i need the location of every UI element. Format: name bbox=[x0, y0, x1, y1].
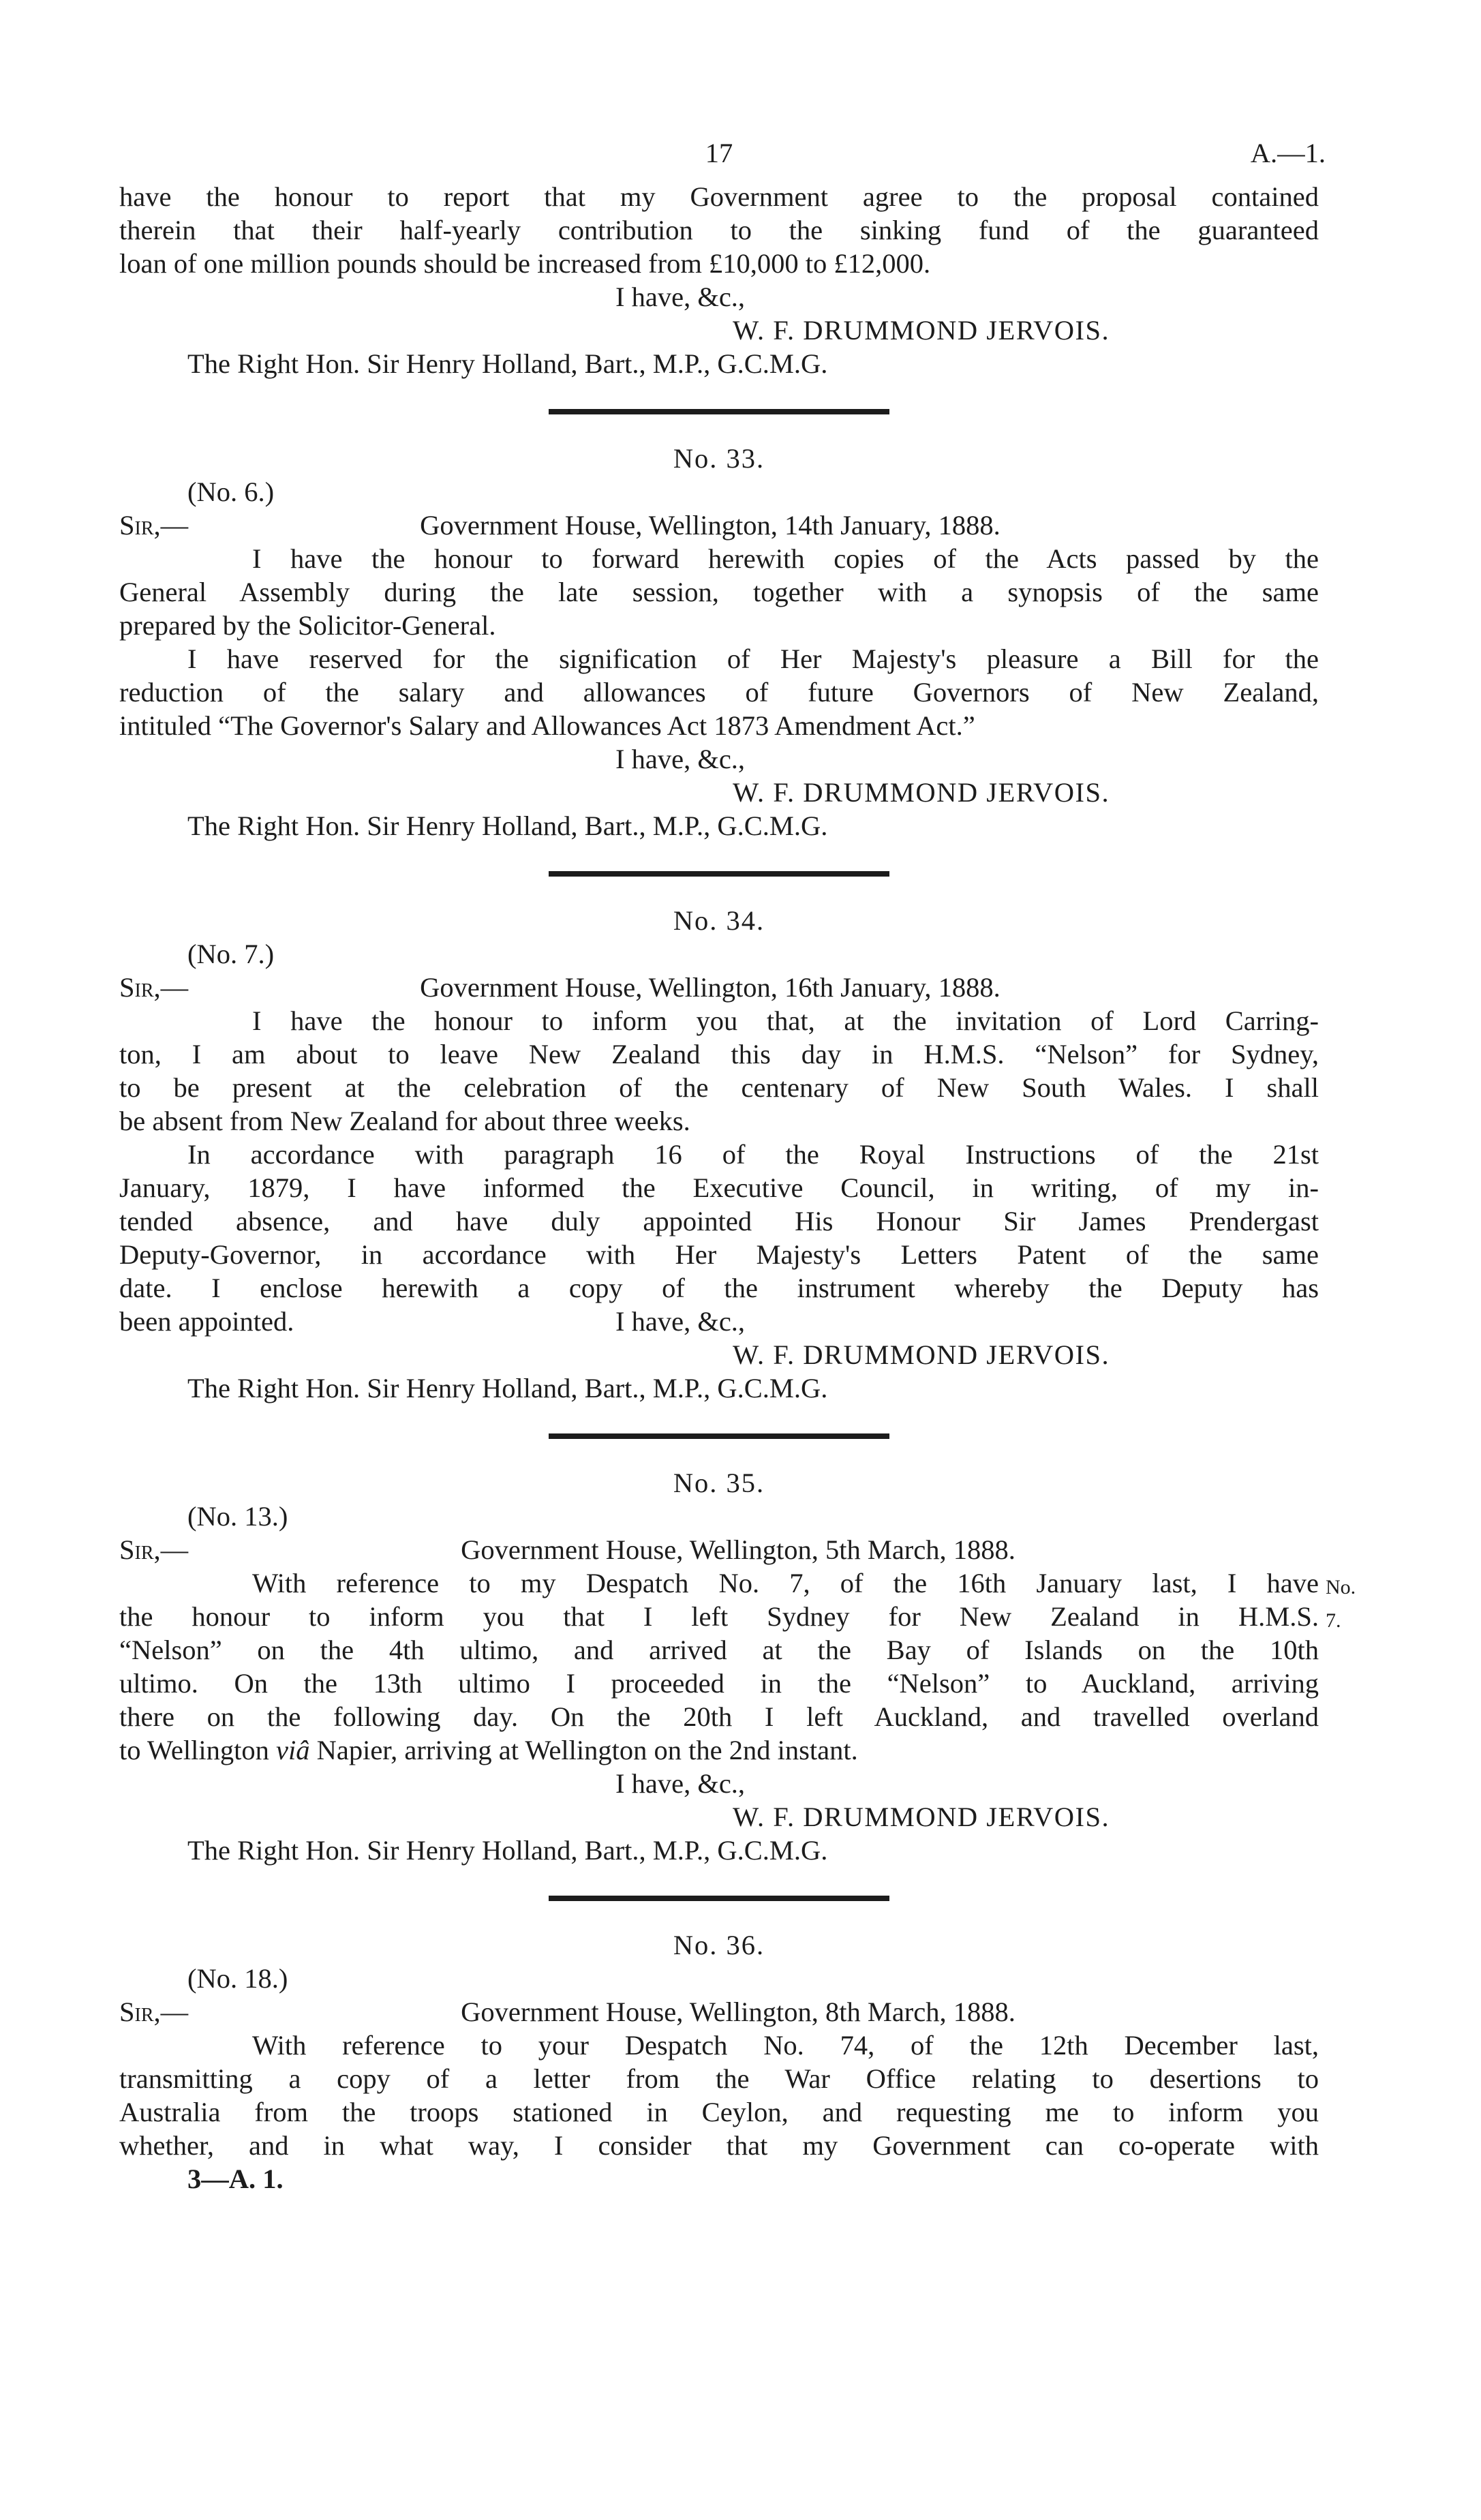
despatch-ref: (No. 6.) bbox=[187, 476, 275, 507]
place-date: Government House, Wellington, 5th March, 1888. bbox=[461, 1534, 1016, 1565]
document-reference: A.—1. bbox=[1250, 138, 1326, 168]
body-line: I have reserved for the signification of Her Majesty's pleasure a Bill for the bbox=[187, 643, 1319, 674]
despatch-ref: (No. 7.) bbox=[187, 939, 275, 969]
section-divider bbox=[549, 1433, 889, 1439]
body-line: loan of one million pounds should be increased from £10,000 to £12,000. bbox=[119, 248, 931, 279]
place-date: Government House, Wellington, 8th March, 1888. bbox=[461, 1997, 1016, 2027]
closing: I have, &c., bbox=[615, 1768, 746, 1799]
section-divider bbox=[549, 1896, 889, 1901]
salutation-line bbox=[119, 1533, 1319, 1566]
paragraph bbox=[119, 1566, 1356, 1767]
section-divider bbox=[549, 409, 889, 414]
place-date: Government House, Wellington, 16th January, 1888. bbox=[420, 972, 1001, 1003]
body-line: tended absence, and have duly appointed His Honour Sir James Prendergast bbox=[119, 1206, 1319, 1236]
salutation-line bbox=[119, 971, 1319, 1004]
body-line: to be present at the celebration of the centenary of New South Wales. I shall bbox=[119, 1072, 1319, 1103]
despatch-number: No. 34. bbox=[673, 905, 765, 936]
body-line: With reference to my Despatch No. 7, of the 16th January last, I have bbox=[252, 1568, 1319, 1598]
salutation: Sir,— bbox=[119, 510, 189, 541]
signature: W. F. DRUMMOND JERVOIS. bbox=[733, 315, 1110, 346]
body-line: whether, and in what way, I consider that my Government can co-operate with bbox=[119, 2130, 1319, 2161]
despatch-continuation bbox=[119, 180, 1319, 380]
closing: I have, &c., bbox=[615, 1306, 746, 1337]
body-line: Deputy-Governor, in accordance with Her Majesty's Letters Patent of the same bbox=[119, 1239, 1319, 1270]
place-date: Government House, Wellington, 14th January, 1888. bbox=[420, 510, 1001, 541]
signature: W. F. DRUMMOND JERVOIS. bbox=[733, 777, 1110, 808]
body-line: date. I enclose herewith a copy of the instrument whereby the Deputy has bbox=[119, 1273, 1319, 1303]
body-line: have the honour to report that my Government agree to the proposal contained bbox=[119, 181, 1319, 212]
body-line: General Assembly during the late session, together with a synopsis of the same bbox=[119, 577, 1319, 607]
body-line: be absent from New Zealand for about three weeks. bbox=[119, 1106, 690, 1136]
body-line: reduction of the salary and allowances of future Governors of New Zealand, bbox=[119, 677, 1319, 708]
salutation: Sir,— bbox=[119, 972, 189, 1003]
body-line: therein that their half-yearly contribution to the sinking fund of the guaranteed bbox=[119, 215, 1319, 245]
addressee: The Right Hon. Sir Henry Holland, Bart., M.P., G.C.M.G. bbox=[187, 1373, 828, 1403]
despatch-ref: (No. 18.) bbox=[187, 1963, 288, 1994]
body-line bbox=[119, 1733, 1319, 1767]
signature: W. F. DRUMMOND JERVOIS. bbox=[733, 1339, 1110, 1370]
salutation-line bbox=[119, 508, 1319, 542]
despatch-no-34 bbox=[119, 904, 1319, 1405]
closing: I have, &c., bbox=[615, 744, 746, 774]
body-line: intituled “The Governor's Salary and Allowances Act 1873 Amendment Act.” bbox=[119, 710, 975, 741]
body-line: ultimo. On the 13th ultimo I proceeded in the “Nelson” to Auckland, arriving bbox=[119, 1668, 1319, 1699]
salutation: Sir,— bbox=[119, 1997, 189, 2027]
text-run: to Wellington bbox=[119, 1735, 269, 1765]
despatch-no-35 bbox=[119, 1466, 1356, 1867]
despatch-no-33 bbox=[119, 442, 1319, 842]
margin-note: No. 7. bbox=[1326, 1576, 1356, 1632]
salutation-line bbox=[119, 1995, 1319, 2029]
body-line: been appointed. bbox=[119, 1306, 294, 1337]
addressee: The Right Hon. Sir Henry Holland, Bart., M.P., G.C.M.G. bbox=[187, 1835, 828, 1866]
page-number: 17 bbox=[705, 138, 733, 168]
body-line: I have the honour to forward herewith copies of the Acts passed by the bbox=[252, 543, 1319, 574]
body-line: In accordance with paragraph 16 of the Royal Instructions of the 21st bbox=[187, 1139, 1319, 1170]
addressee: The Right Hon. Sir Henry Holland, Bart., M.P., G.C.M.G. bbox=[187, 810, 828, 841]
signature: W. F. DRUMMOND JERVOIS. bbox=[733, 1802, 1110, 1832]
body-line: transmitting a copy of a letter from the War Office relating to desertions to bbox=[119, 2063, 1319, 2094]
despatch-number: No. 35. bbox=[673, 1468, 765, 1498]
body-line: there on the following day. On the 20th I left Auckland, and travelled overland bbox=[119, 1701, 1319, 1732]
body-line: “Nelson” on the 4th ultimo, and arrived at the Bay of Islands on the 10th bbox=[119, 1635, 1319, 1665]
signature-mark: 3—A. 1. bbox=[187, 2164, 284, 2194]
document-page bbox=[119, 136, 1356, 2196]
page-header bbox=[119, 136, 1326, 180]
despatch-no-36 bbox=[119, 1928, 1319, 2162]
despatch-ref: (No. 13.) bbox=[187, 1501, 288, 1532]
despatch-number: No. 33. bbox=[673, 443, 765, 474]
body-line: I have the honour to inform you that, at the invitation of Lord Carring- bbox=[252, 1005, 1319, 1036]
salutation: Sir,— bbox=[119, 1534, 189, 1565]
body-line: Australia from the troops stationed in Ceylon, and requesting me to inform you bbox=[119, 2097, 1319, 2127]
body-line: prepared by the Solicitor-General. bbox=[119, 610, 496, 641]
body-line: With reference to your Despatch No. 74, of the 12th December last, bbox=[252, 2030, 1319, 2061]
closing: I have, &c., bbox=[615, 282, 746, 312]
italic-text: viâ bbox=[276, 1735, 310, 1765]
section-divider bbox=[549, 871, 889, 877]
closing-line bbox=[119, 1305, 1319, 1338]
text-run: Napier, arriving at Wellington on the 2nd instant. bbox=[316, 1735, 858, 1765]
addressee: The Right Hon. Sir Henry Holland, Bart., M.P., G.C.M.G. bbox=[187, 348, 828, 379]
body-line: January, 1879, I have informed the Executive Council, in writing, of my in- bbox=[119, 1172, 1319, 1203]
body-line: ton, I am about to leave New Zealand this day in H.M.S. “Nelson” for Sydney, bbox=[119, 1039, 1319, 1069]
despatch-number: No. 36. bbox=[673, 1930, 765, 1960]
body-line: the honour to inform you that I left Sydney for New Zealand in H.M.S. bbox=[119, 1601, 1319, 1632]
